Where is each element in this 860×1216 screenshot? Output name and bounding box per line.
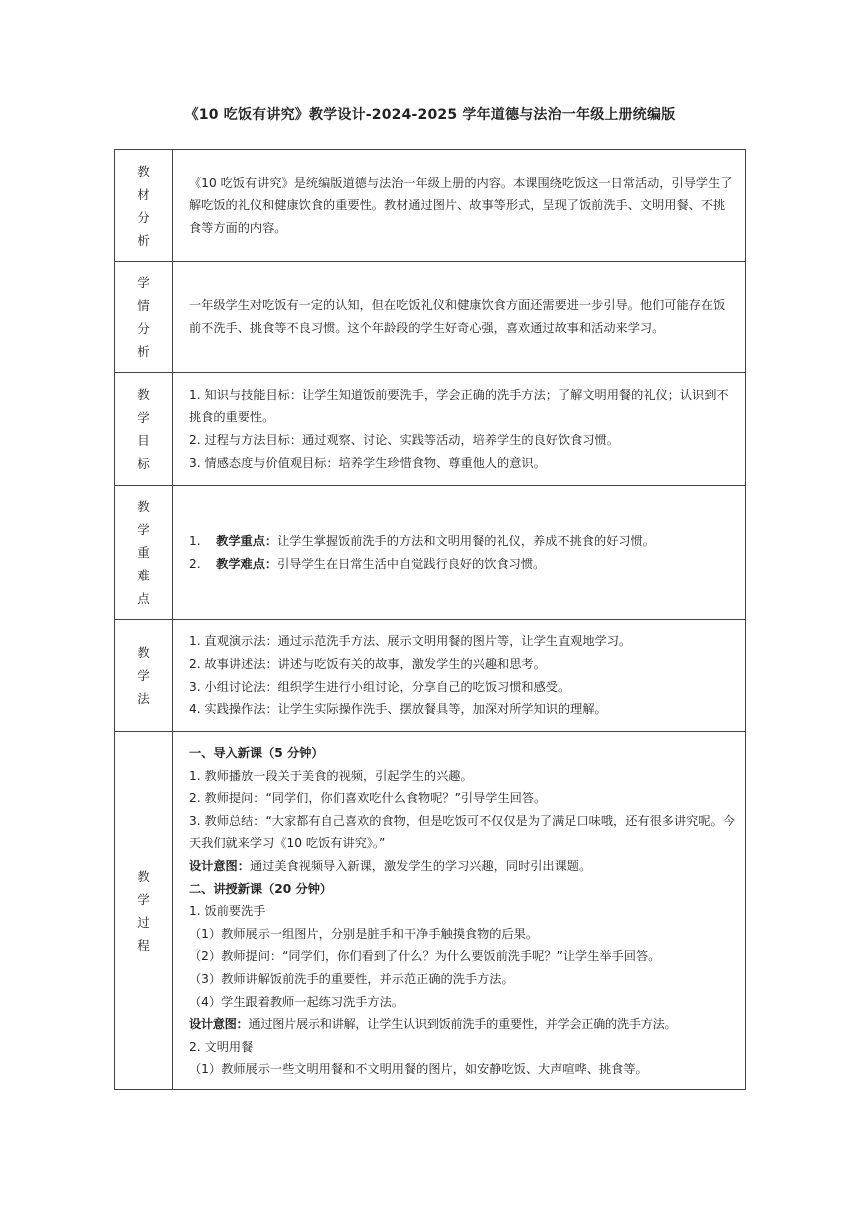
process-item: （1）教师展示一些文明用餐和不文明用餐的图片，如安静吃饭、大声喧哗、挑食等。 bbox=[189, 1062, 648, 1077]
method-item: 3. 小组讨论法：组织学生进行小组讨论，分享自己的吃饭习惯和感受。 bbox=[189, 679, 571, 694]
textbook-analysis-content bbox=[173, 150, 746, 262]
goal-item: 2. 过程与方法目标：通过观察、讨论、实践等活动，培养学生的良好饮食习惯。 bbox=[189, 433, 619, 447]
student-analysis-text: 一年级学生对吃饭有一定的认知，但在吃饭礼仪和健康饮食方面还需要进一步引导。他们可能存在饭前不洗手、挑食等不良习惯。这个年龄段的学生好奇心强，喜欢通过故事和活动来学习。 bbox=[189, 298, 726, 335]
document-title: 《10 吃饭有讲究》教学设计-2024-2025 学年道德与法治一年级上册统编版 bbox=[184, 107, 676, 123]
process-item: （4）学生跟着教师一起练习洗手方法。 bbox=[189, 994, 404, 1009]
process-item: （1）教师展示一组图片，分别是脏手和干净手触摸食物的后果。 bbox=[189, 926, 539, 941]
row-label-key-points: 教 学 重 难 点 bbox=[115, 486, 173, 620]
method-item: 2. 故事讲述法：讲述与吃饭有关的故事，激发学生的兴趣和思考。 bbox=[189, 656, 546, 671]
process-item: （2）教师提问：“同学们，你们看到了什么？为什么要饭前洗手呢？”让学生举手回答。 bbox=[189, 949, 661, 964]
process-subtitle: 2. 文明用餐 bbox=[189, 1039, 254, 1054]
method-item: 1. 直观演示法：通过示范洗手方法、展示文明用餐的图片等，让学生直观地学习。 bbox=[189, 634, 632, 649]
goal-item: 1. 知识与技能目标：让学生知道饭前要洗手，学会正确的洗手方法；了解文明用餐的礼仪；认识到不挑食的重要性。 bbox=[189, 387, 729, 425]
design-intent: 设计意图：通过美食视频导入新课，激发学生的学习兴趣，同时引出课题。 bbox=[189, 858, 592, 873]
textbook-analysis-text: 《10 吃饭有讲究》是统编版道德与法治一年级上册的内容。本课围绕吃饭这一日常活动，引导学生了解吃饭的礼仪和健康饮食的重要性。教材通过图片、故事等形式，呈现了饭前洗手、文明用餐、不挑食等方面的内容。 bbox=[189, 175, 733, 235]
process-item: 1. 教师播放一段关于美食的视频，引起学生的兴趣。 bbox=[189, 768, 473, 783]
design-intent: 设计意图：通过图片展示和讲解，让学生认识到饭前洗手的重要性，并学会正确的洗手方法。 bbox=[189, 1017, 677, 1032]
row-label-teaching-methods: 教 学 法 bbox=[115, 620, 173, 732]
method-item: 4. 实践操作法：让学生实际操作洗手、摆放餐具等，加深对所学知识的理解。 bbox=[189, 702, 607, 717]
student-analysis-content bbox=[173, 262, 746, 373]
process-item: 2. 教师提问：“同学们，你们喜欢吃什么食物呢？”引导学生回答。 bbox=[189, 791, 547, 806]
row-label-student-analysis: 学 情 分 析 bbox=[115, 262, 173, 373]
process-item: 3. 教师总结：“大家都有自己喜欢的食物，但是吃饭可不仅仅是为了满足口味哦，还有很多讲究呢。今天我们就来学习《10 吃饭有讲究》。” bbox=[189, 813, 735, 851]
process-item: （3）教师讲解饭前洗手的重要性，并示范正确的洗手方法。 bbox=[189, 971, 514, 986]
row-textbook-analysis bbox=[115, 150, 746, 262]
row-student-analysis bbox=[115, 262, 746, 373]
row-label-teaching-process: 教 学 过 程 bbox=[115, 732, 173, 1090]
teaching-goals-content bbox=[173, 373, 746, 486]
row-teaching-methods bbox=[115, 620, 746, 732]
row-label-textbook-analysis: 教 材 分 析 bbox=[115, 150, 173, 262]
row-label-teaching-goals: 教 学 目 标 bbox=[115, 373, 173, 486]
key-points-content bbox=[173, 486, 746, 620]
teaching-process-content bbox=[173, 732, 746, 1090]
row-key-points bbox=[115, 486, 746, 620]
key-point-item: 1. 教学重点：让学生掌握饭前洗手的方法和文明用餐的礼仪，养成不挑食的好习惯。 bbox=[189, 533, 655, 548]
key-point-item: 2. 教学难点：引导学生在日常生活中自觉践行良好的饮食习惯。 bbox=[189, 556, 546, 571]
row-teaching-goals bbox=[115, 373, 746, 486]
teaching-methods-content bbox=[173, 620, 746, 732]
process-subtitle: 1. 饭前要洗手 bbox=[189, 904, 266, 919]
row-teaching-process bbox=[115, 732, 746, 1090]
process-heading-new-lesson: 二、讲授新课（20 分钟） bbox=[189, 881, 333, 896]
lesson-plan-table bbox=[114, 149, 746, 1090]
process-heading-intro: 一、导入新课（5 分钟） bbox=[189, 746, 324, 760]
goal-item: 3. 情感态度与价值观目标：培养学生珍惜食物、尊重他人的意识。 bbox=[189, 455, 546, 470]
